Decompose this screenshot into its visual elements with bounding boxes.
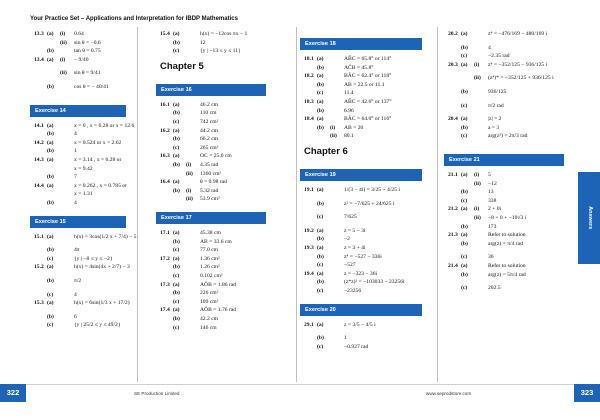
answer-text: 146 cm: [200, 324, 217, 331]
part-label: (b): [461, 44, 468, 51]
chapter-heading: Chapter 5: [160, 60, 204, 72]
part-label: (c): [173, 48, 180, 55]
part-label: (b): [461, 240, 468, 247]
answer-text: 42.2 cm: [200, 316, 219, 322]
footer-rule: [0, 384, 600, 385]
part-label: (c): [47, 322, 54, 329]
part-label: (b): [173, 162, 180, 168]
answer-text: 66.2 cm: [200, 136, 219, 143]
part-label: (a): [461, 61, 468, 68]
answer-text: 5.32 rad: [200, 187, 219, 194]
part-label: (a): [47, 139, 54, 146]
answer-text: 1.26 cm²: [200, 264, 220, 271]
question-number: 18.2: [304, 73, 314, 80]
answer-text: BÂC = 64.0° or 116°: [344, 116, 392, 123]
answer-text: z⁴ = −527 − 336i: [344, 253, 382, 260]
answer-text: a = 3: [488, 124, 500, 131]
answer-text: 45.38 cm: [200, 230, 221, 236]
answer-text: x = 3.14 , x = 6.28 or: [74, 157, 122, 163]
part-label: (b): [461, 189, 468, 196]
question-number: 15.3: [34, 300, 44, 307]
answer-text: π/2 rad: [488, 102, 504, 109]
answer-text: AĈB = 45.8°: [344, 64, 374, 71]
question-number: 20.3: [448, 61, 458, 68]
answer-text: z = 3/5 − 4/5 i: [344, 321, 376, 328]
answer-text: −2: [344, 236, 350, 243]
exercise-heading: Exercise 15: [30, 216, 126, 228]
exercise-heading: Exercise 21: [444, 154, 564, 166]
exercise-heading: Exercise 14: [30, 105, 126, 117]
question-number: 13.4: [34, 56, 44, 63]
answer-text: AB = 20: [344, 124, 364, 131]
answer-text: 742 cm²: [200, 119, 219, 125]
answer-text: 4: [74, 291, 77, 298]
answer-text: 80.1: [344, 133, 354, 140]
part-label: (b): [173, 316, 180, 322]
part-label: (i): [330, 124, 336, 131]
answer-text: 4.35 rad: [200, 162, 219, 168]
part-label: (a): [173, 255, 180, 262]
question-number: 19.1: [304, 187, 314, 193]
part-label: (c): [317, 288, 324, 294]
exercise-heading: Exercise 16: [156, 84, 266, 96]
answer-text: z⁴ = −476/169 − 480/169 i: [488, 31, 548, 37]
exercise-heading: Exercise 17: [156, 212, 266, 224]
answer-text: 0.102 cm²: [200, 273, 223, 279]
answer-text: θ = 0.98 rad: [200, 179, 227, 186]
part-label: (b): [461, 271, 468, 278]
answer-text: h(x) = 3cos(1/2 x + 7/4) − 5: [74, 233, 137, 240]
question-number: 14.4: [34, 182, 44, 189]
question-number: 18.3: [304, 99, 314, 105]
page-number-right: 323: [574, 384, 600, 402]
answer-text: 46.2 cm: [200, 101, 219, 108]
answer-text: 109 cm²: [200, 298, 219, 305]
answer-text: (z⁴)* = −352/125 + 936/125 i: [488, 75, 554, 82]
part-label: (b): [461, 89, 468, 95]
part-label: (a): [173, 307, 180, 314]
answer-text: 173: [488, 223, 497, 230]
part-label: (c): [173, 247, 180, 254]
answer-text: x = 0 , x = 6.28 or x = 12.6: [74, 122, 135, 129]
part-label: (b): [317, 200, 324, 207]
part-label: (ii): [474, 75, 481, 82]
question-number: 13.3: [34, 31, 44, 37]
question-number: 20.4: [448, 116, 458, 123]
question-number: 17.1: [160, 230, 170, 236]
part-label: (c): [173, 273, 180, 279]
part-label: (a): [461, 206, 468, 213]
part-label: (ii): [474, 180, 481, 187]
question-number: 17.3: [160, 281, 170, 288]
question-number: 20.2: [448, 31, 458, 37]
answer-text: 1: [344, 335, 347, 342]
column-divider: [437, 27, 438, 382]
answer-text: AB̂C = 42.6° or 137°: [344, 99, 392, 105]
answer-text: x = 9.42: [74, 165, 93, 172]
part-label: (c): [461, 102, 468, 109]
part-label: (b): [47, 148, 54, 155]
question-number: 18.4: [304, 116, 314, 123]
part-label: (a): [317, 73, 324, 80]
answer-text: 1: [74, 148, 77, 155]
part-label: (a): [317, 227, 324, 234]
part-label: (c): [317, 262, 324, 269]
part-label: (ii): [60, 39, 67, 46]
answers-side-tab-label: Answers: [586, 206, 593, 230]
answer-text: arg(z³) = 2π/3 rad: [488, 133, 528, 140]
part-label: (a): [47, 31, 54, 37]
part-label: (b): [47, 131, 54, 138]
answer-text: −12: [488, 180, 497, 187]
part-label: (b): [173, 136, 180, 143]
part-label: (a): [317, 116, 324, 123]
part-label: (ii): [186, 170, 193, 177]
page-number-left: 322: [0, 384, 26, 402]
answer-text: −8 + 0 + −10√3 i: [488, 215, 527, 221]
answer-text: arg(z) = 5π/4 rad: [488, 271, 526, 278]
answer-text: cos θ = − 40/41: [74, 84, 109, 90]
question-number: 19.3: [304, 245, 314, 251]
exercise-heading: Exercise 18: [300, 38, 422, 50]
answer-text: π/2: [74, 278, 82, 284]
answer-text: 4: [74, 131, 77, 138]
question-number: 19.2: [304, 227, 314, 234]
answer-text: −2.35 rad: [488, 53, 510, 60]
answer-text: 4: [74, 200, 77, 206]
part-label: (b): [47, 200, 54, 206]
answer-text: 77.0 cm: [200, 247, 219, 254]
answer-text: h(x) = 6sin(1/3 x + 17/2): [74, 300, 130, 307]
part-label: (c): [173, 144, 180, 151]
part-label: (a): [47, 157, 54, 163]
part-label: (i): [60, 56, 66, 63]
answer-text: 265 cm²: [200, 144, 219, 151]
answer-text: AB̂C = 65.8° or 114°: [344, 56, 392, 62]
part-label: (i): [186, 162, 192, 168]
part-label: (a): [47, 233, 54, 240]
answer-text: 1.36 cm²: [200, 255, 220, 262]
answer-text: 6.96: [344, 107, 354, 114]
part-label: (i): [186, 187, 192, 194]
answer-text: z = 3 + 4i: [344, 245, 366, 251]
part-label: (ii): [330, 133, 337, 140]
question-number: 15.2: [34, 264, 44, 271]
answer-text: 36: [488, 254, 494, 261]
part-label: (a): [461, 116, 468, 123]
part-label: (b): [47, 313, 54, 320]
answer-text: h(x) = −12cos πx − 1: [200, 31, 248, 37]
part-label: (b): [173, 264, 180, 271]
part-label: (a): [317, 187, 324, 193]
answer-text: −527: [344, 262, 356, 269]
answer-text: 338: [488, 197, 497, 204]
answer-text: {y | −13 ≤ y ≤ 11}: [200, 48, 241, 55]
answer-text: Refer to solution: [488, 232, 526, 239]
part-label: (b): [173, 290, 180, 297]
part-label: (c): [461, 197, 468, 204]
answer-text: 202.5: [488, 285, 501, 292]
page-header: Your Practice Set – Applications and Interpretation for IBDP Mathematics: [30, 16, 238, 22]
part-label: (a): [317, 56, 324, 62]
part-label: (b): [317, 335, 324, 342]
part-label: (b): [461, 124, 468, 131]
answer-text: OC = 25.0 cm: [200, 153, 232, 160]
question-number: 17.2: [160, 255, 170, 262]
part-label: (b): [47, 247, 54, 254]
question-number: 16.2: [160, 127, 170, 134]
answer-text: 2 + 0i: [488, 206, 502, 213]
answer-text: 6: [74, 313, 77, 320]
part-label: (a): [461, 263, 468, 269]
answer-text: {y | −8 ≤ y ≤ −2}: [74, 255, 113, 262]
question-number: 14.3: [34, 157, 44, 163]
answer-text: z² = −7/625 + 24/625 i: [344, 200, 395, 207]
part-label: (c): [173, 324, 180, 331]
answer-text: 7/625: [344, 214, 357, 221]
part-label: (c): [461, 53, 468, 60]
part-label: (a): [317, 245, 324, 251]
part-label: (a): [173, 127, 180, 134]
answer-text: 110 cm: [200, 110, 217, 117]
question-number: 15.1: [34, 233, 44, 240]
answer-text: (z*z)² = −103033 − 23256i: [344, 279, 405, 286]
part-label: (b): [173, 187, 180, 194]
part-label: (a): [47, 264, 54, 271]
part-label: (c): [47, 291, 54, 298]
answer-text: z = 5 − 3i: [344, 227, 366, 234]
question-number: 29.1: [304, 321, 314, 328]
part-label: (b): [173, 39, 180, 46]
answer-text: {y | 25/2 ≤ y ≤ 49/2}: [74, 322, 121, 329]
footer-website: www.seprodstore.com: [426, 391, 472, 396]
part-label: (a): [173, 281, 180, 288]
answer-text: −23256: [344, 288, 362, 294]
answer-text: x = 0.524 or x = 2.62: [74, 139, 122, 146]
part-label: (b): [47, 48, 54, 55]
answer-text: 226 cm²: [200, 290, 219, 297]
answer-text: Refer to solution: [488, 263, 526, 269]
question-number: 14.1: [34, 122, 44, 129]
answer-text: 4π: [74, 247, 80, 254]
question-number: 18.1: [304, 56, 314, 62]
question-number: 16.4: [160, 179, 170, 186]
part-label: (b): [317, 64, 324, 71]
part-label: (i): [474, 206, 480, 213]
question-number: 16.3: [160, 153, 170, 160]
part-label: (b): [173, 110, 180, 117]
part-label: (a): [317, 321, 324, 328]
part-label: (a): [461, 172, 468, 178]
answer-text: arg(z) = π/4 rad: [488, 240, 523, 247]
answer-text: AÔB = 1.86 rad: [200, 281, 237, 288]
answer-text: 5: [488, 172, 491, 178]
answer-text: AB = 22.5 or 11.1: [344, 81, 385, 88]
part-label: (a): [461, 31, 468, 37]
part-label: (ii): [186, 196, 193, 203]
answer-text: h(x) = 4sin(4x + 2/7) − 3: [74, 264, 130, 271]
part-label: (a): [47, 300, 54, 307]
part-label: (c): [173, 119, 180, 125]
question-number: 19.4: [304, 270, 314, 277]
part-label: (c): [461, 133, 468, 140]
part-label: (a): [317, 99, 324, 105]
answer-text: 12: [200, 39, 206, 46]
part-label: (c): [317, 214, 324, 221]
part-label: (c): [173, 298, 180, 305]
part-label: (a): [173, 230, 180, 236]
part-label: (a): [461, 232, 468, 239]
part-label: (c): [47, 255, 54, 262]
answer-text: 1/(3 − 4i) = 3/25 + 4/25 i: [344, 187, 400, 193]
exercise-heading: Exercise 19: [300, 169, 422, 181]
part-label: (i): [474, 172, 480, 178]
part-label: (c): [317, 343, 324, 350]
question-number: 14.2: [34, 139, 44, 146]
answer-text: z = −323 − 36i: [344, 270, 378, 277]
answer-text: −0.927 rad: [344, 343, 369, 350]
part-label: (b): [47, 174, 54, 181]
chapter-heading: Chapter 6: [304, 146, 348, 157]
question-number: 15.4: [160, 31, 170, 37]
footer-publisher: SE Production Limited: [134, 391, 180, 396]
question-number: 16.1: [160, 101, 170, 108]
answer-text: 936/125: [488, 89, 507, 95]
answer-text: AB = 33.6 cm: [200, 238, 232, 245]
part-label: (b): [47, 278, 54, 284]
part-label: (a): [173, 153, 180, 160]
answer-text: z⁴ = −352/125 − 936/125 i: [488, 61, 548, 68]
part-label: (a): [47, 122, 54, 129]
part-label: (b): [47, 84, 54, 90]
part-label: (ii): [474, 215, 481, 221]
part-label: (a): [47, 56, 54, 63]
answer-text: 1360 cm²: [200, 170, 222, 177]
answers-side-tab[interactable]: [578, 172, 600, 264]
answer-text: |z| = 2: [488, 116, 502, 123]
answer-text: x = 1.31: [74, 191, 93, 198]
column-divider: [137, 27, 138, 382]
question-number: 21.1: [448, 172, 458, 178]
part-label: (b): [317, 107, 324, 114]
part-label: (ii): [60, 70, 67, 77]
column-divider: [296, 27, 297, 382]
answer-text: AÔB = 1.76 rad: [200, 307, 237, 314]
part-label: (b): [317, 124, 324, 131]
part-label: (b): [461, 223, 468, 230]
part-label: (b): [317, 279, 324, 286]
exercise-heading: Exercise 20: [300, 304, 422, 316]
part-label: (i): [474, 61, 480, 68]
part-label: (a): [173, 31, 180, 37]
part-label: (i): [60, 31, 66, 37]
answer-text: − 9/40: [74, 56, 89, 63]
answer-text: tan θ = 0.75: [74, 48, 101, 55]
part-label: (a): [173, 101, 180, 108]
part-label: (b): [317, 236, 324, 243]
part-label: (b): [317, 81, 324, 88]
question-number: 21.2: [448, 206, 458, 213]
answer-text: 0.64: [74, 31, 84, 37]
part-label: (c): [461, 285, 468, 292]
part-label: (b): [173, 238, 180, 245]
answer-text: sin θ = −0.6: [74, 39, 101, 46]
part-label: (b): [317, 253, 324, 260]
answer-text: 11.4: [344, 90, 354, 97]
answer-text: 7: [74, 174, 77, 181]
answer-text: sin θ = 9/41: [74, 70, 101, 77]
question-number: 21.3: [448, 232, 458, 239]
answer-text: BÂC = 62.4° or 118°: [344, 73, 392, 80]
answer-text: x = 0.262 , x = 0.785 or: [74, 182, 127, 189]
part-label: (c): [461, 254, 468, 261]
answer-text: 53.9 cm²: [200, 196, 220, 203]
part-label: (a): [47, 182, 54, 189]
answer-text: 44.2 cm: [200, 127, 219, 134]
question-number: 21.4: [448, 263, 458, 269]
answer-text: 13: [488, 189, 494, 196]
part-label: (c): [317, 90, 324, 97]
part-label: (a): [317, 270, 324, 277]
part-label: (a): [173, 179, 180, 186]
answer-text: 4: [488, 44, 491, 51]
question-number: 17.4: [160, 307, 170, 314]
